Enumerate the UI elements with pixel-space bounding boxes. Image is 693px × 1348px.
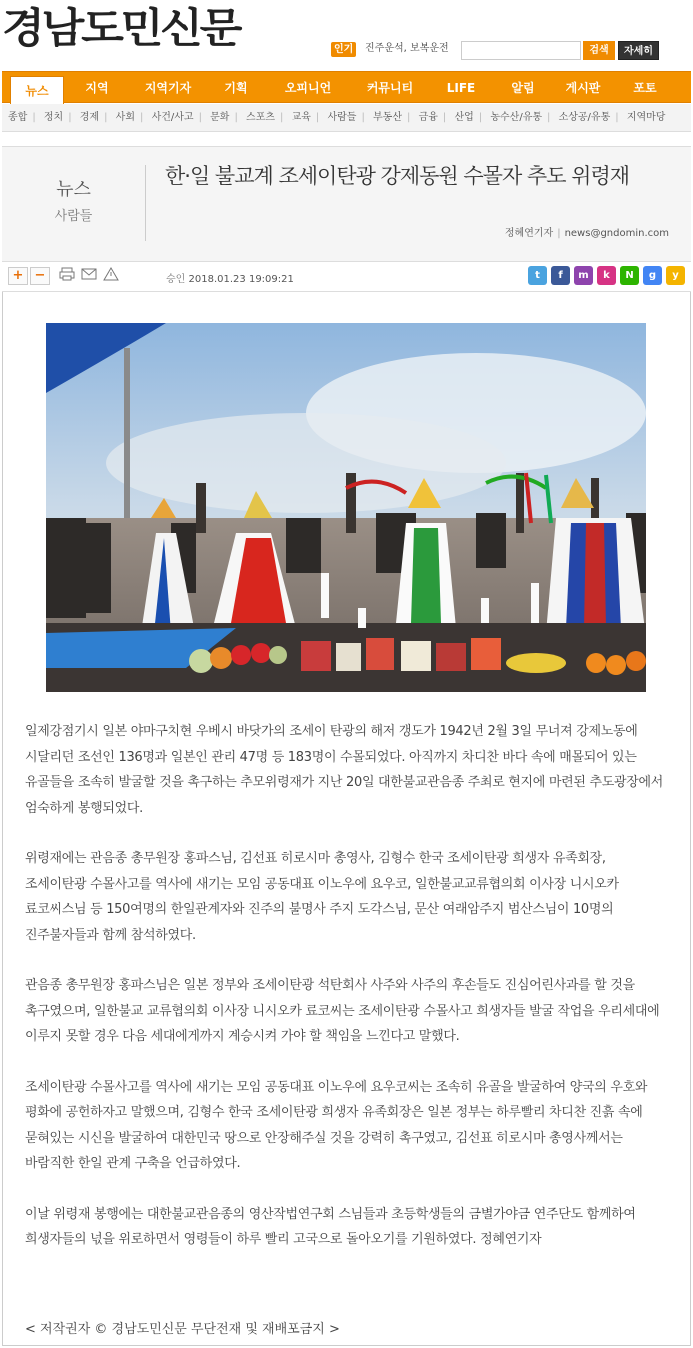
nav-item-feature[interactable]: 기획 [224,81,248,95]
yozm-share-icon[interactable]: y [666,266,685,285]
section-label: 뉴스 [56,179,91,200]
nav-item-life[interactable]: LIFE [446,81,476,95]
subnav-item[interactable]: 교육 [291,112,311,123]
twitter-share-icon[interactable]: t [528,266,547,285]
print-icon[interactable] [58,267,76,285]
subsection-label: 사람들 [54,209,93,224]
report-error-icon[interactable] [102,267,120,285]
hot-badge: 인기 [331,42,356,57]
subnav-item[interactable]: 사회 [115,112,135,123]
search-input[interactable] [461,41,581,60]
email-icon[interactable] [80,267,98,285]
site-logo[interactable]: 경남도민신문 [2,4,240,52]
subnav-item[interactable]: 농수산/유통 [490,112,543,123]
copyright-notice: < 저작권자 © 경남도민신문 무단전재 및 재배포금지 > [25,1322,340,1337]
subnav-item[interactable]: 부동산 [373,112,402,123]
subnav-item[interactable]: 경제 [79,112,100,123]
subnav-item[interactable]: 사람들 [327,112,357,123]
date-value: 2018.01.23 19:09:21 [188,274,294,285]
article-photo [46,323,646,692]
author: 정혜연기자 [504,228,554,239]
nav-item-opinion[interactable]: 오피니언 [284,81,332,95]
date-label: 승인 [166,274,186,285]
google-share-icon[interactable]: g [643,266,662,285]
divider [145,165,146,241]
search-button[interactable]: 검색 [583,41,615,60]
facebook-share-icon[interactable]: f [551,266,570,285]
publish-date [166,270,294,285]
article-paragraph: 위령재에는 관음종 총무원장 홍파스님, 김선표 히로시마 총영사, 김형수 한국 조세이탄광 희생자 유족회장, 조세이탄광 수몰사고를 역사에 새기는 모임 공동대표 이노우에 요우코, 일한불교교류협의회 이사장 니시오카 료코씨스님 등 150여명의 한일관계자와 진주의 불명사 주지 도각스님, 문산 여래암주지 범산스님이 10명의 진주불자들과 함께 참석하였다. [25,851,619,943]
article-paragraph: 일제강점기시 일본 야마구치현 우베시 바닷가의 조세이 탄광의 해저 갱도가 1942년 2월 3일 무너져 강제노동에 시달리던 조선인 136명과 일본인 관리 47명 등 183명이 수몰되었다. 아직까지 차디찬 바다 속에 매몰되어 있는 유골들을 조속히 발굴할 것을 촉구하는 추모위령재가 지난 20일 대한불교관음종 주최로 현지에 마련된 추도광장에서 엄숙하게 봉행되었다. [25,724,664,816]
kakao-share-icon[interactable]: k [597,266,616,285]
frame-line [2,292,3,1346]
author-email[interactable]: news@gndomin.com [564,228,669,239]
nav-item-board[interactable]: 게시판 [565,81,601,95]
nav-item-community[interactable]: 커뮤니티 [366,81,414,95]
detailed-search-button[interactable]: 자세히 [618,41,659,60]
nav-item-photo[interactable]: 포토 [633,81,657,95]
site-header [0,0,693,70]
nav-item-region[interactable]: 지역 [85,81,109,95]
article-title-box [2,146,691,262]
article-title: 한·일 불교계 조세이탄광 강제동원 수몰자 추도 위령재 [165,164,630,188]
main-nav [2,71,691,103]
subnav-item[interactable]: 지역마당 [626,112,666,123]
subnav-item[interactable]: 문화 [210,112,230,123]
article-body [25,719,670,1278]
me2day-share-icon[interactable]: m [574,266,593,285]
font-increase-button[interactable]: + [8,267,28,285]
font-decrease-button[interactable]: − [30,267,50,285]
subnav-item[interactable]: 금융 [418,112,438,123]
article-toolbar [2,262,691,292]
nav-item-regional-reporter[interactable]: 지역기자 [144,81,192,95]
byline: 정혜연기자 | news@gndomin.com [504,228,669,239]
subnav-item[interactable]: 사건/사고 [151,112,194,123]
nav-item-notice[interactable]: 알림 [511,81,535,95]
naver-share-icon[interactable]: N [620,266,639,285]
subnav-item[interactable]: 정치 [43,112,64,123]
nav-item-news[interactable]: 뉴스 [10,76,64,104]
subnav-item[interactable]: 산업 [454,112,474,123]
article-paragraph: 조세이탄광 수몰사고를 역사에 새기는 모임 공동대표 이노우에 요우코씨는 조속히 유골을 발굴하여 양국의 우호와 평화에 공헌하자고 말했으며, 김형수 한국 조세이탄광 희생자 유족회장은 일본 정부는 하루빨리 차디찬 진흙 속에 묻혀있는 시신을 발굴하여 대한민국 땅으로 안장해주실 것을 강력히 촉구였고, 김선표 히로시마 총영사께서는 바람직한 한일 관계 구축을 언급하였다. [25,1079,648,1171]
subnav-item[interactable]: 종합 [8,112,28,123]
subnav-item[interactable]: 소상공/유통 [558,112,611,123]
article-paragraph: 이날 위령재 봉행에는 대한불교관음종의 영산작법연구회 스님들과 초등학생들의 금별가야금 연주단도 함께하여 희생자들의 넋을 위로하면서 영령들이 하루 빨리 고국으로 돌아오기를 기원하였다. 정혜연기자 [25,1206,636,1247]
hot-keywords[interactable]: 진주운석, 보복운전 [365,43,449,54]
frame-line [690,292,691,1346]
sub-nav: 종합 | 정치 | 경제 | 사회 | 사건/사고 | 문화 | 스포츠 | 교육 | 사람들 | 부동산 | 금융 | 산업 | 농수산/유통 | 소상공/유통 | 지역마당 [2,104,691,132]
subnav-item[interactable]: 스포츠 [246,112,276,123]
frame-line [2,1345,691,1346]
article-paragraph: 관음종 총무원장 홍파스님은 일본 정부와 조세이탄광 석탄회사 사주와 사주의 후손들도 진심어린사과를 할 것을 촉구였으며, 일한불교 교류협의회 이사장 니시오카 료코씨는 조세이탄광 수몰사고 희생자들 발굴 작업을 우리세대에 이루지 못할 경우 다음 세대에게까지 계승시켜 가야 할 책임을 느낀다고 말했다. [25,978,660,1044]
